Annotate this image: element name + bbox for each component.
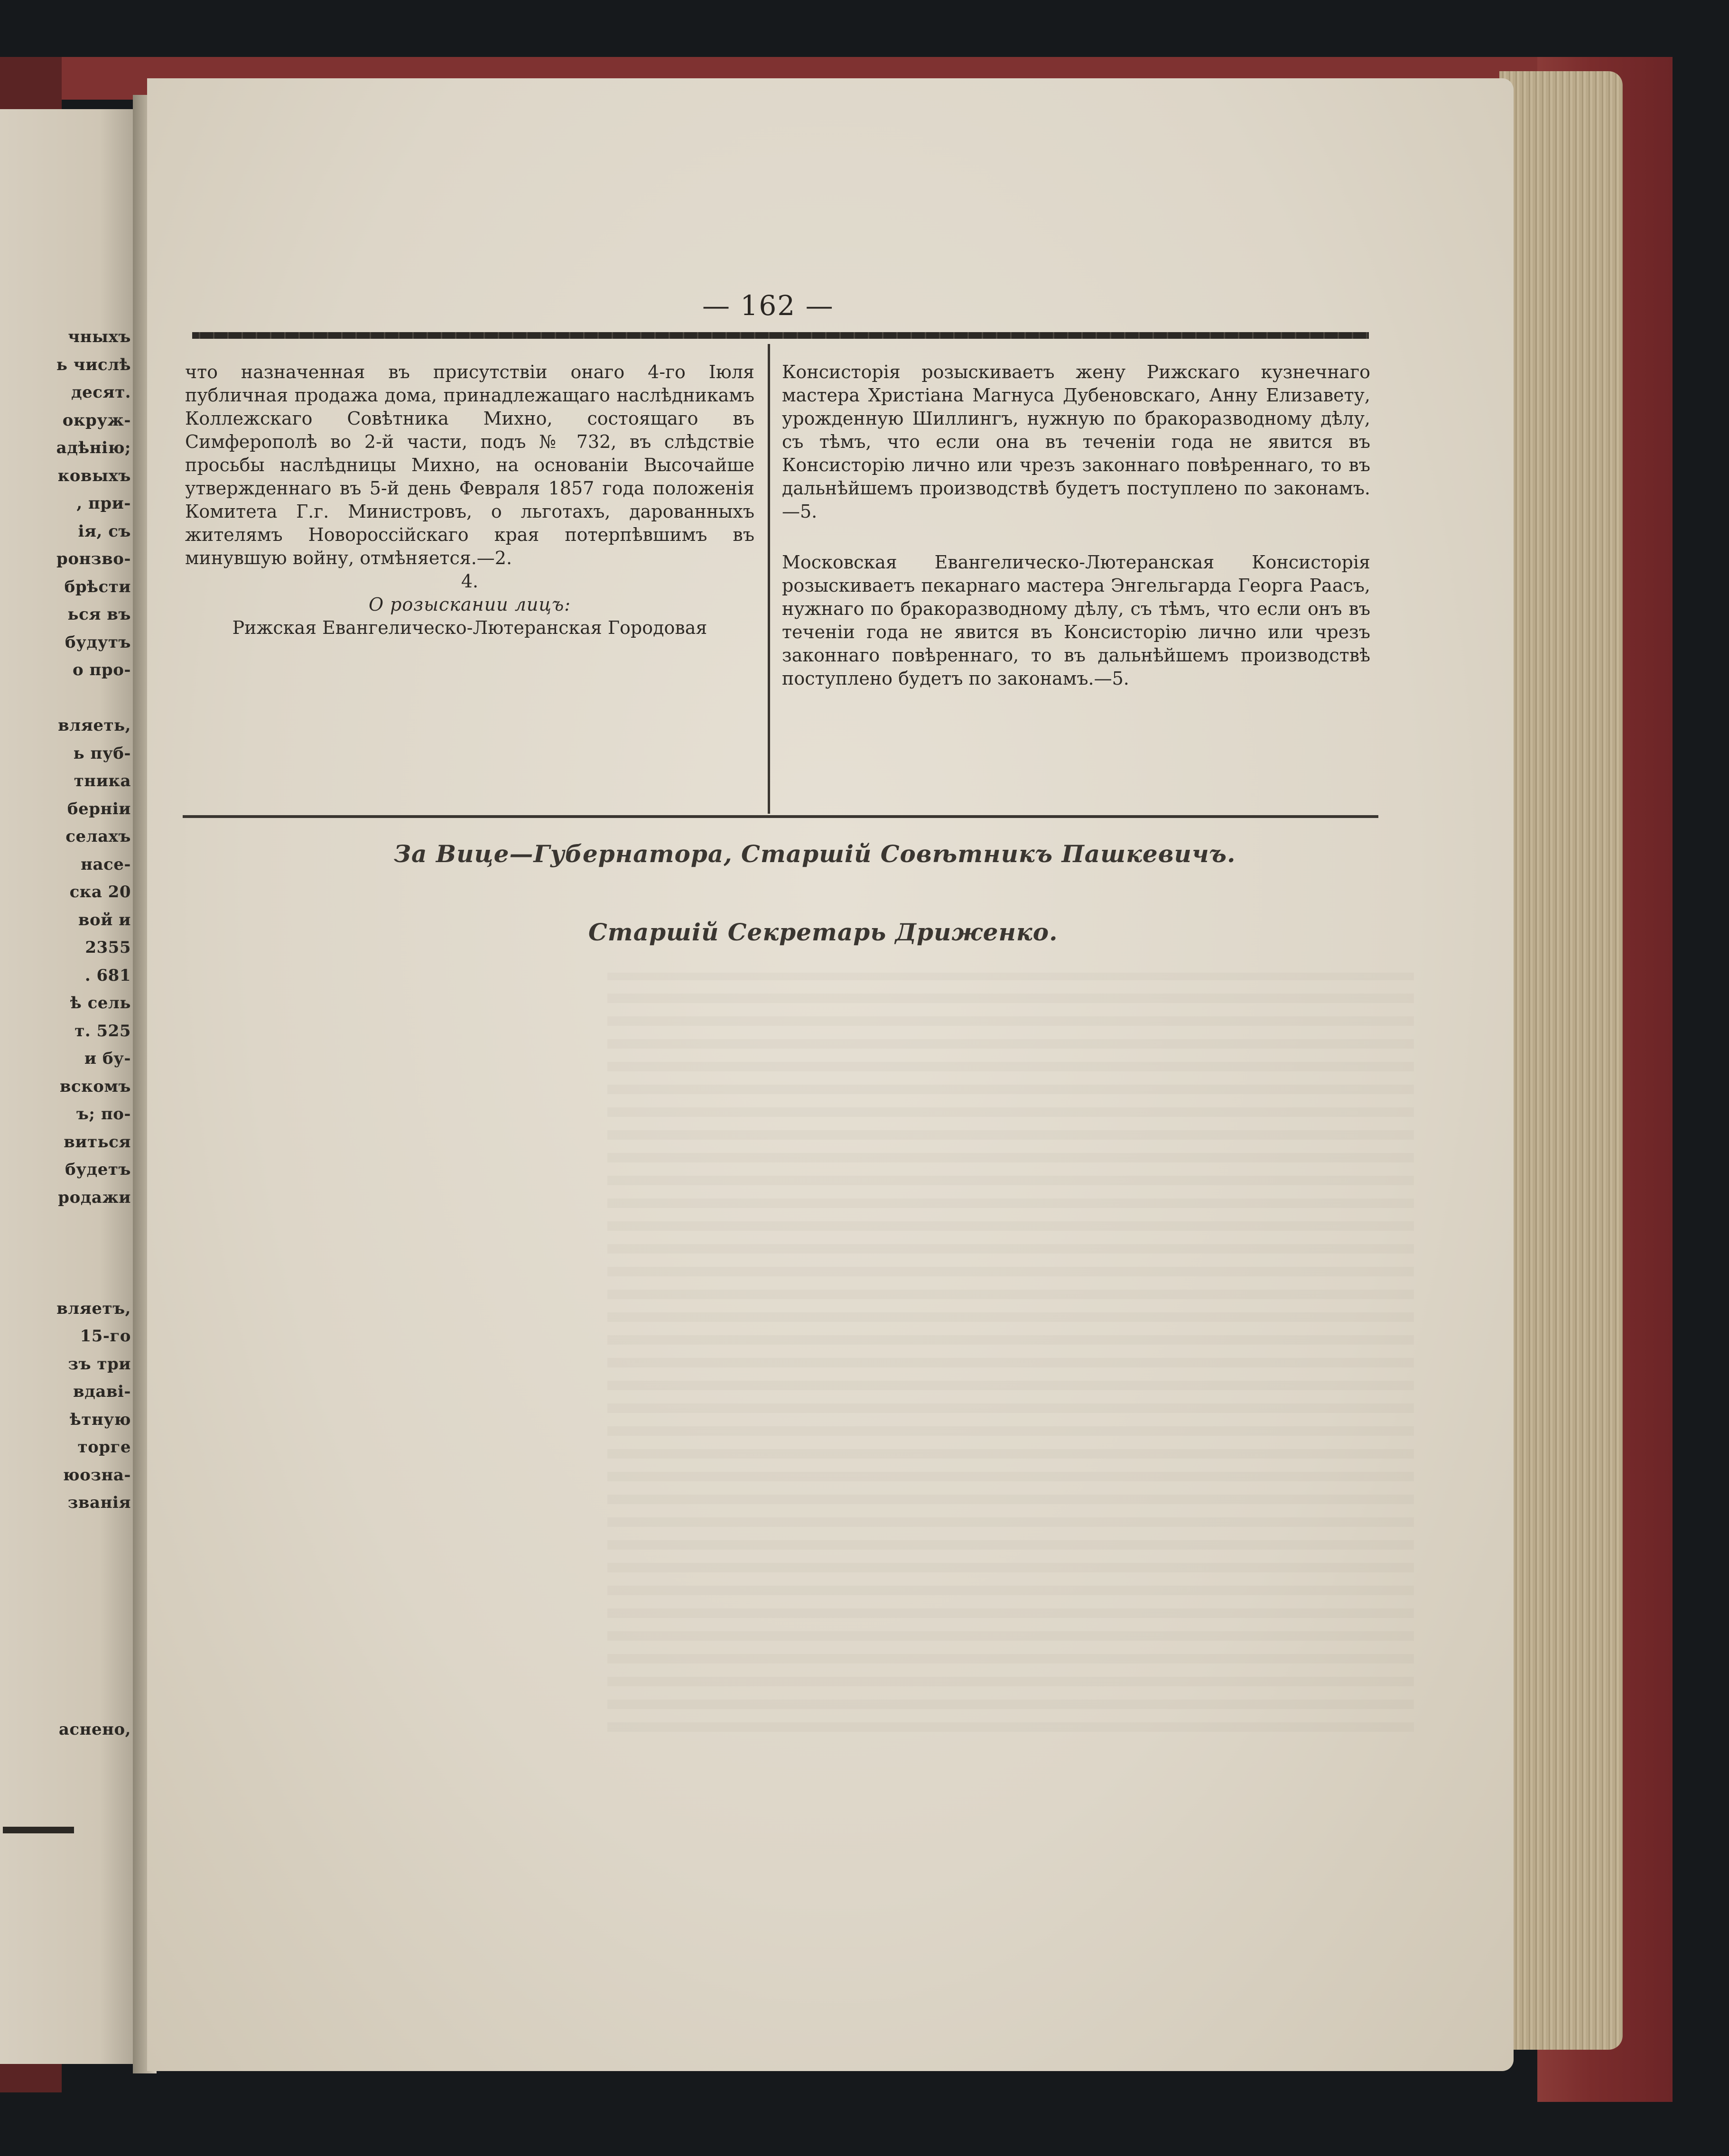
left-page-fragment-line: и бу- (84, 1049, 131, 1068)
section-heading: О розыскании лицъ: (368, 594, 571, 615)
left-page-fragment-line: , при- (76, 494, 131, 513)
header-rule (192, 332, 1369, 339)
left-page-fragment-line: селахъ (65, 827, 131, 846)
left-page-fragment-line: брѣсти (64, 577, 131, 596)
left-page-fragment-line: берніи (67, 799, 131, 818)
left-page-fragment-line: юозна- (63, 1465, 131, 1485)
left-page-fragment-line: тника (74, 771, 131, 790)
left-page-ink-mark (3, 1827, 74, 1833)
left-page-fragment-line: вляеть, (58, 716, 131, 735)
left-page-fragment-line: т. 525 (74, 1021, 131, 1041)
left-page-fragment-line: десят. (71, 383, 131, 402)
left-page-fragment-line: насе- (81, 855, 131, 874)
paragraph-riga-consistory: Консисторія розыскиваетъ жену Рижскаго кузнечнаго мастера Христіана Магнуса Дубеновскаго, Анну Елизавету, урожденную Шиллингъ, нужную по бракоразводному дѣлу, съ тѣмъ, что если она въ теченіи года не явится въ Консисторію лично или чрезъ законнаго повѣреннаго, то въ дальнѣйшемъ производствѣ будетъ поступлено по законамъ.—5. (782, 362, 1370, 522)
left-page-fragment-line: вдаві- (73, 1382, 131, 1401)
left-page-fragment-line: ія, съ (78, 521, 131, 541)
left-page-fragment-line: ѣтную (70, 1410, 131, 1429)
left-page-fragment-line: адѣнію; (56, 438, 131, 457)
left-page-fragment-line: ь пуб- (73, 743, 131, 763)
left-page-fragment-line: торге (77, 1438, 131, 1457)
left-page-bottom-fragment: аснено, (58, 1720, 131, 1739)
footer-rule (183, 815, 1378, 818)
paragraph-riga-consistory-start: Рижская Евангелическо-Лютеранская Городовая (232, 617, 707, 638)
left-page-fragment-line: будутъ (65, 632, 131, 652)
left-page-fragment-line: вскомъ (59, 1077, 131, 1096)
signature-secretary: Старшій Секретарь Дриженко. (588, 918, 1058, 946)
left-page-fragment-line: окруж- (62, 410, 131, 430)
page-edges (1499, 71, 1623, 2050)
left-page-fragment-line: зъ три (68, 1354, 131, 1374)
left-page-fragment-line: родажи (58, 1188, 131, 1207)
show-through-text (607, 973, 1414, 1732)
left-page-fragment-line: званія (67, 1493, 131, 1512)
left-page (0, 109, 142, 2064)
signature-vice-governor: За Вице—Губернатора, Старшій Совѣтникъ Пашкевичъ. (394, 840, 1236, 868)
right-column (782, 361, 1370, 690)
left-column (185, 361, 754, 640)
left-page-fragment-line: вой и (78, 910, 131, 929)
paragraph-moscow-consistory: Московская Евангелическо-Лютеранская Консисторія розыскиваетъ пекарнаго мастера Энгельгарда Георга Раасъ, нужнаго по бракоразводному дѣлу, съ тѣмъ, что если онъ въ теченіи года не явится въ Консисторію лично или чрезъ законнаго повѣреннаго, то въ дальнѣйшемъ производствѣ поступлено будетъ по законамъ.—5. (782, 552, 1370, 689)
left-page-fragment-line: ься въ (67, 605, 131, 624)
left-page-fragment-line: ѣ сель (70, 994, 131, 1013)
left-page-fragment-line: . 681 (84, 966, 131, 985)
left-page-fragment-line: ь числѣ (56, 355, 131, 374)
left-page-fragment-line: ъ; по- (76, 1105, 131, 1124)
left-page-fragment-line: вляетъ, (56, 1299, 131, 1318)
paragraph-sale-cancellation: что назначенная въ присутствіи онаго 4-го Іюля публичная продажа дома, принадлежащаго наслѣдникамъ Коллежскаго Совѣтника Михно, состоящаго въ Симферополѣ во 2-й части, подъ № 732, въ слѣдствіе просьбы наслѣдницы Михно, на основаніи Высочайше утвержденнаго въ 5-й день Февраля 1857 года положенія Комитета Г.г. Министровъ, о льготахъ, дарованныхъ жителямъ Новороссійскаго края потерпѣвшимъ въ минувшую войну, отмѣняется.—2. (185, 362, 754, 568)
column-divider (768, 344, 770, 814)
left-page-fragment-line: ковыхъ (57, 466, 131, 485)
left-page-fragment-line: о про- (73, 660, 131, 679)
page-number: — 162 — (702, 289, 834, 322)
left-page-fragment-line: ронзво- (56, 549, 131, 568)
left-page-fragment-line: 15-го (80, 1327, 131, 1346)
left-page-fragment-line: виться (64, 1132, 131, 1152)
left-page-fragment-line: будетъ (65, 1160, 131, 1179)
left-page-fragment-line: 2355 (85, 938, 131, 957)
left-page-fragment-line: ска 20 (69, 883, 131, 901)
left-page-fragment-line: чныхъ (68, 327, 131, 346)
section-number: 4. (461, 571, 479, 592)
